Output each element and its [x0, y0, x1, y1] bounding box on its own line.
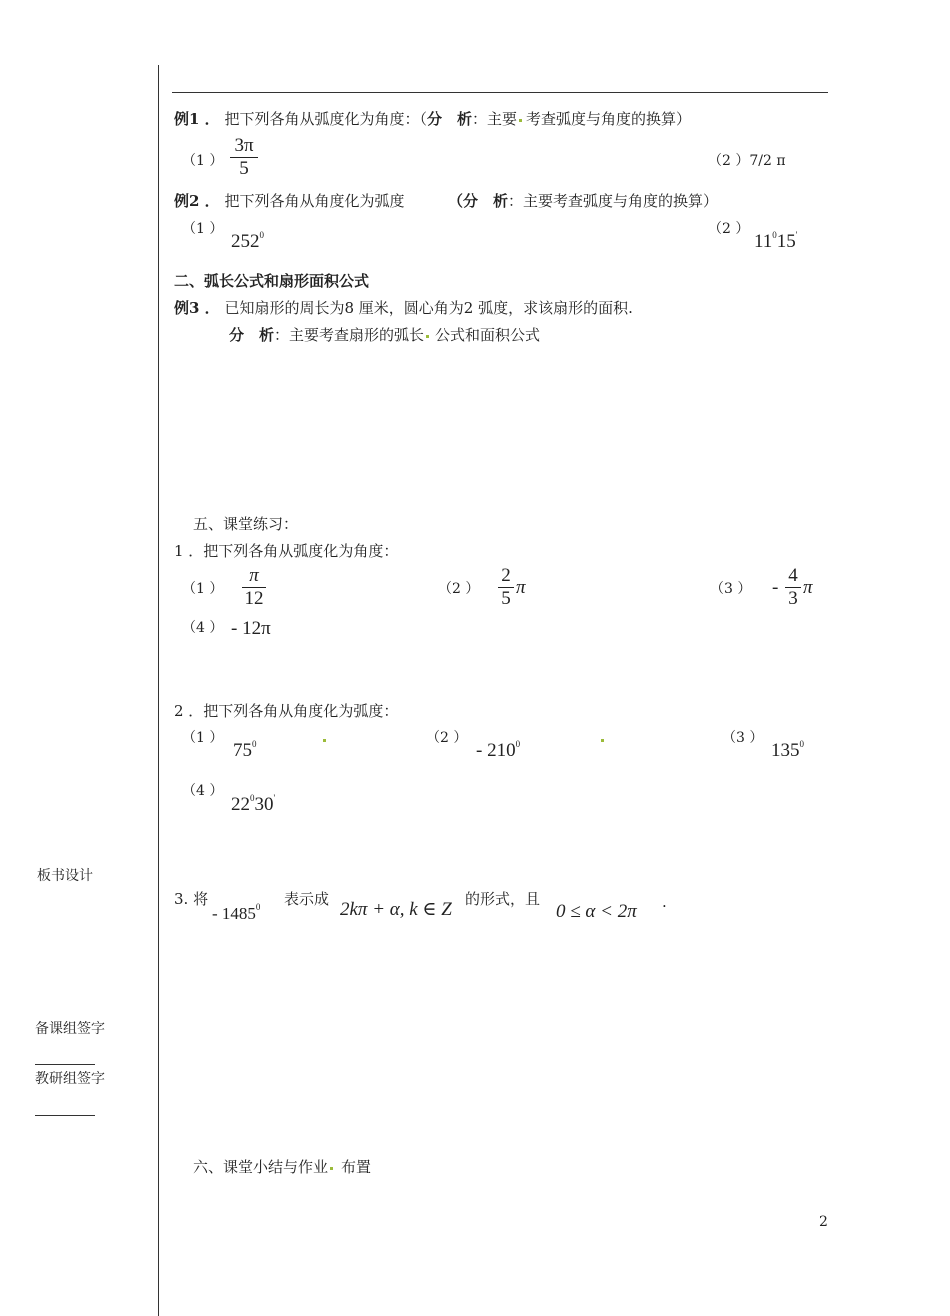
research-group-sign-label: 教研组签字	[35, 1071, 105, 1087]
question-2-d-value	[231, 793, 275, 816]
degree-sup: 0	[252, 739, 257, 749]
question-1-c-label: （3 ）	[710, 581, 752, 597]
board-design-label: 板书设计	[37, 868, 93, 884]
highlight-dot	[330, 1167, 333, 1170]
question-1-b-pi: π	[516, 577, 526, 598]
example-2-line	[174, 190, 718, 211]
fraction-denominator: 5	[239, 158, 249, 179]
example-3-text: 已知扇形的周长为8 厘米，圆心角为2 弧度，求该扇形的面积.	[224, 299, 633, 317]
example-3-analysis: ：主要考查扇形的弧长	[274, 326, 425, 344]
degree-value: 75	[233, 740, 252, 761]
example-1-text: 把下列各角从弧度化为角度：（	[224, 110, 427, 128]
question-3-formula: 2kπ + α, k ∈ Z	[340, 899, 452, 920]
highlight-dot	[601, 739, 604, 742]
highlight-dot	[426, 335, 429, 338]
question-3-mid: 表示成	[284, 890, 330, 908]
degree-value: 22	[231, 794, 250, 815]
page-number: 2	[819, 1214, 828, 1230]
question-1-d-value: - 12π	[231, 618, 271, 639]
question-2-d-label: （4 ）	[182, 783, 224, 799]
question-3-end: .	[662, 893, 667, 911]
section-6-title: 六、课堂小结与作业	[193, 1158, 329, 1176]
example-1-item-1-label: （1 ）	[182, 153, 224, 169]
degree-sup: 0	[799, 739, 804, 749]
example-3-analysis-label: 分 析	[229, 326, 275, 344]
question-2-c-label: （3 ）	[722, 730, 764, 746]
question-1-c-fraction	[785, 566, 801, 609]
fraction-numerator: 4	[788, 565, 798, 586]
degree-value: - 210	[476, 740, 516, 761]
fraction-denominator: 12	[244, 588, 264, 609]
example-1-item-1-fraction	[230, 136, 258, 179]
question-1-c-pi: π	[803, 577, 813, 598]
question-1-d-label: （4 ）	[182, 620, 224, 636]
example-1-title: 例1 ．	[174, 110, 220, 128]
example-2-item-1-value	[231, 230, 264, 253]
prep-group-sign-label: 备课组签字	[35, 1021, 105, 1037]
example-3-title: 例3 ．	[174, 299, 220, 317]
fraction-denominator: 3	[788, 588, 798, 609]
degree-value: 252	[231, 231, 260, 252]
degree-sup: 0	[772, 230, 777, 240]
highlight-dot	[323, 739, 326, 742]
prep-signature-line	[35, 1064, 95, 1065]
section-6-line	[193, 1156, 371, 1177]
question-3-value	[212, 902, 260, 924]
minute-sup: '	[795, 230, 798, 240]
degree-sup: 0	[515, 739, 521, 749]
highlight-dot	[519, 119, 522, 122]
minute-sup: '	[273, 793, 276, 803]
question-3-condition: 0 ≤ α < 2π	[556, 901, 637, 922]
example-2-text: 把下列各角从角度化为弧度	[224, 192, 405, 210]
section-2-title: 二、弧长公式和扇形面积公式	[174, 272, 370, 290]
fraction-numerator: π	[249, 565, 259, 586]
example-3-analysis-2: 公式和面积公式	[435, 326, 541, 344]
example-2-analysis-label: （分 析	[448, 192, 509, 210]
research-signature-line	[35, 1115, 95, 1116]
example-1-item-2: （2 ）7/2 π	[708, 153, 786, 169]
fraction-numerator: 2	[501, 565, 511, 586]
example-1-line	[174, 108, 691, 129]
question-2-a-value	[233, 739, 257, 762]
question-3-prefix: 3. 将	[174, 890, 209, 908]
degree-sup: 0	[259, 230, 264, 240]
example-1-analysis-label: 分 析	[426, 110, 472, 128]
degree-value: 11	[754, 231, 773, 252]
question-1-b-label: （2 ）	[438, 581, 480, 597]
degree-sup: 0	[255, 902, 261, 912]
question-2-b-value	[476, 739, 520, 762]
header-rule	[172, 92, 828, 93]
question-1-a-label: （1 ）	[182, 581, 224, 597]
example-3-line	[174, 297, 633, 318]
question-2-c-value	[771, 739, 804, 762]
left-margin-rule	[158, 65, 159, 1316]
degree-value: - 1485	[212, 904, 256, 923]
question-1-title: 1 ．把下列各角从弧度化为角度：	[174, 542, 399, 560]
example-1-analysis: ：主要	[471, 110, 517, 128]
example-2-item-2-label: （2 ）	[708, 221, 750, 237]
question-3-mid-2: 的形式，且	[465, 890, 541, 908]
example-2-analysis: ：主要考查弧度与角度的换算）	[508, 192, 719, 210]
fraction-numerator: 3π	[234, 135, 254, 156]
minute-value: 30	[254, 794, 274, 815]
example-2-item-1-label: （1 ）	[182, 221, 224, 237]
question-1-b-fraction	[498, 566, 514, 609]
example-3-analysis-line	[229, 324, 540, 345]
example-1-analysis-2: 考查弧度与角度的换算）	[526, 110, 692, 128]
section-5-title: 五、课堂练习：	[193, 515, 299, 533]
section-6-title-2: 布置	[341, 1158, 372, 1176]
question-2-b-label: （2 ）	[426, 730, 468, 746]
degree-value: 135	[771, 740, 800, 761]
question-2-a-label: （1 ）	[182, 730, 224, 746]
minute-value: 15	[776, 231, 796, 252]
question-2-title: 2 ．把下列各角从角度化为弧度：	[174, 702, 399, 720]
example-2-item-2-value	[754, 230, 797, 253]
example-2-title: 例2 ．	[174, 192, 220, 210]
question-1-a-fraction	[242, 566, 266, 609]
degree-sup: 0	[250, 793, 255, 803]
fraction-denominator: 5	[501, 588, 511, 609]
question-1-c-sign: -	[772, 577, 779, 598]
